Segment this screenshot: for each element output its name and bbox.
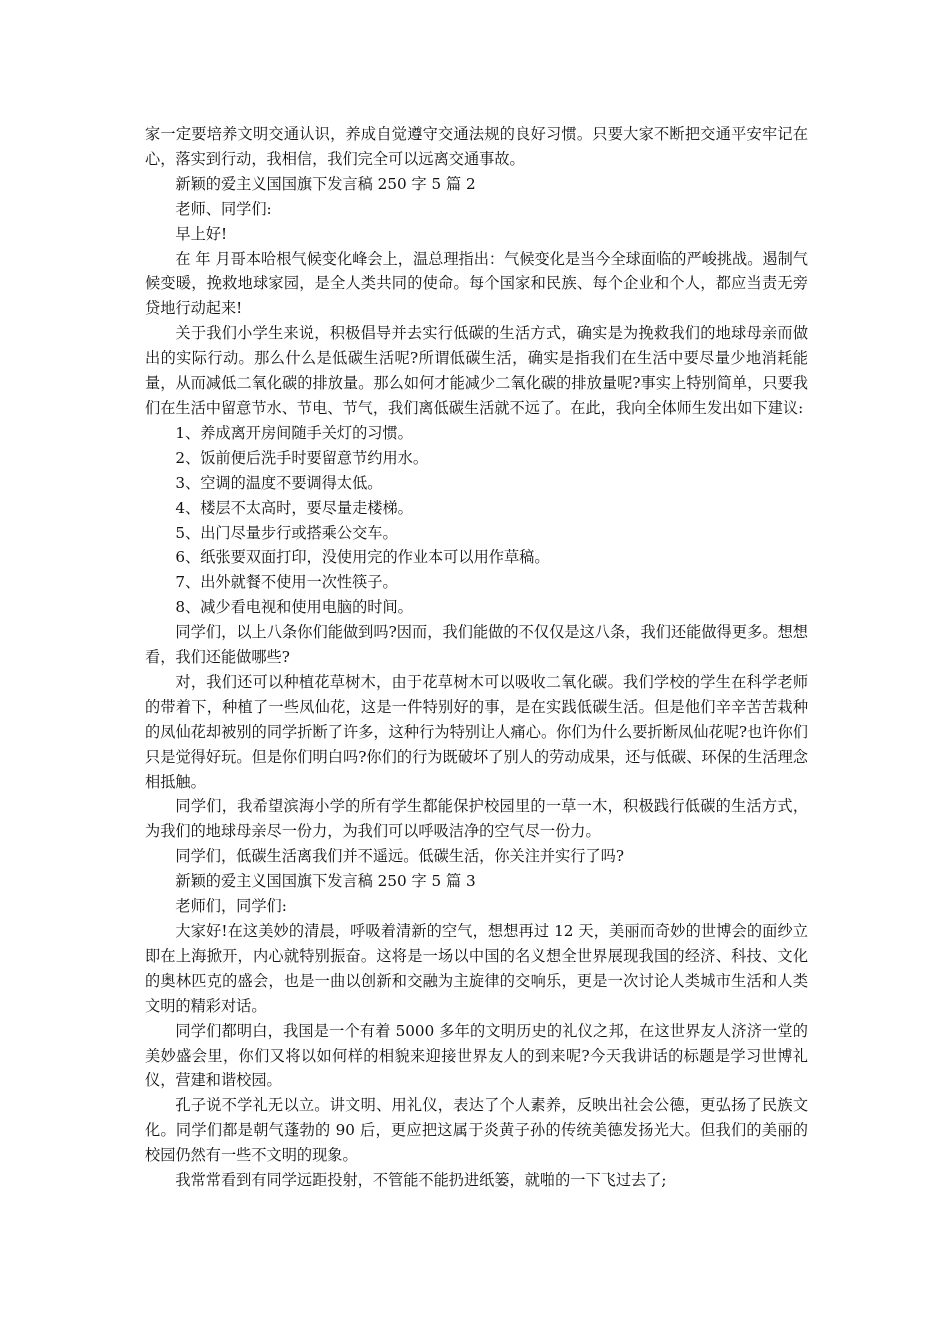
salutation: 老师们，同学们: <box>175 897 287 916</box>
list-item: 6、纸张要双面打印，没使用完的作业本可以用作草稿。 <box>175 548 550 567</box>
section-heading-2: 新颖的爱主义国国旗下发言稿 250 字 5 篇 2 <box>175 174 476 193</box>
paragraph: 同学们，低碳生活离我们并不遥远。低碳生活，你关注并实行了吗? <box>175 847 624 866</box>
paragraph: 大家好!在这美妙的清晨，呼吸着清新的空气，想想再过 12 天，美丽而奇妙的世博会的面纱立即在上海掀开，内心就特别振奋。这将是一场以中国的名义想全世界展现我国的经济、科技、文化的奥林匹克的盛会，也是一曲以创新和交融为主旋律的交响乐，更是一次讨论人类城市生活和人类文明的精彩对话。 <box>145 922 808 1015</box>
list-item: 2、饭前便后洗手时要留意节约用水。 <box>175 448 429 467</box>
document-body <box>145 122 808 1193</box>
paragraph: 在 年 月哥本哈根气候变化峰会上，温总理指出：气候变化是当今全球面临的严峻挑战。遏制气候变暖，挽救地球家园，是全人类共同的使命。每个国家和民族、每个企业和个人，都应当责无旁贷地行动起来! <box>145 249 808 318</box>
paragraph-continuation: 家一定要培养文明交通认识，养成自觉遵守交通法规的良好习惯。只要大家不断把交通平安牢记在心，落实到行动，我相信，我们完全可以远离交通事故。 <box>145 125 808 168</box>
list-item: 4、楼层不太高时，要尽量走楼梯。 <box>175 498 413 517</box>
paragraph: 同学们都明白，我国是一个有着 5000 多年的文明历史的礼仪之邦，在这世界友人济济一堂的美妙盛会里，你们又将以如何样的相貌来迎接世界友人的到来呢?今天我讲话的标题是学习世博礼仪，营建和谐校园。 <box>145 1021 808 1090</box>
paragraph: 同学们，我希望滨海小学的所有学生都能保护校园里的一草一木，积极践行低碳的生活方式，为我们的地球母亲尽一份力，为我们可以呼吸洁净的空气尽一份力。 <box>145 797 808 841</box>
section-heading-3: 新颖的爱主义国国旗下发言稿 250 字 5 篇 3 <box>175 872 476 891</box>
greeting: 早上好! <box>175 224 228 243</box>
list-item: 3、空调的温度不要调得太低。 <box>175 473 383 492</box>
paragraph: 孔子说不学礼无以立。讲文明、用礼仪，表达了个人素养，反映出社会公德，更弘扬了民族文化。同学们都是朝气蓬勃的 90 后，更应把这属于炎黄子孙的传统美德发扬光大。但我们的美丽的校园仍然有一些不文明的现象。 <box>145 1096 808 1165</box>
salutation: 老师、同学们: <box>175 199 272 218</box>
paragraph: 关于我们小学生来说，积极倡导并去实行低碳的生活方式，确实是为挽救我们的地球母亲而做出的实际行动。那么什么是低碳生活呢?所谓低碳生活，确实是指我们在生活中要尽量少地消耗能量，从而减低二氧化碳的排放量。那么如何才能减少二氧化碳的排放量呢?事实上特别简单，只要我们在生活中留意节水、节电、节气，我们离低碳生活就不远了。在此，我向全体师生发出如下建议: <box>145 324 808 417</box>
paragraph: 同学们，以上八条你们能做到吗?因而，我们能做的不仅仅是这八条，我们还能做得更多。想想看，我们还能做哪些? <box>145 623 808 667</box>
paragraph: 我常常看到有同学远距投射，不管能不能扔进纸篓，就啪的一下飞过去了; <box>175 1171 667 1190</box>
list-item: 8、减少看电视和使用电脑的时间。 <box>175 598 413 617</box>
paragraph: 对，我们还可以种植花草树木，由于花草树木可以吸收二氧化碳。我们学校的学生在科学老师的带着下，种植了一些凤仙花，这是一件特别好的事，是在实践低碳生活。但是他们辛辛苦苦栽种的凤仙花却被别的同学折断了许多，这种行为特别让人痛心。你们为什么要折断凤仙花呢?也许你们只是觉得好玩。但是你们明白吗?你们的行为既破坏了别人的劳动成果，还与低碳、环保的生活理念相抵触。 <box>145 672 808 791</box>
list-item: 5、出门尽量步行或搭乘公交车。 <box>175 523 398 542</box>
list-item: 1、养成离开房间随手关灯的习惯。 <box>175 423 413 442</box>
list-item: 7、出外就餐不使用一次性筷子。 <box>175 573 398 592</box>
